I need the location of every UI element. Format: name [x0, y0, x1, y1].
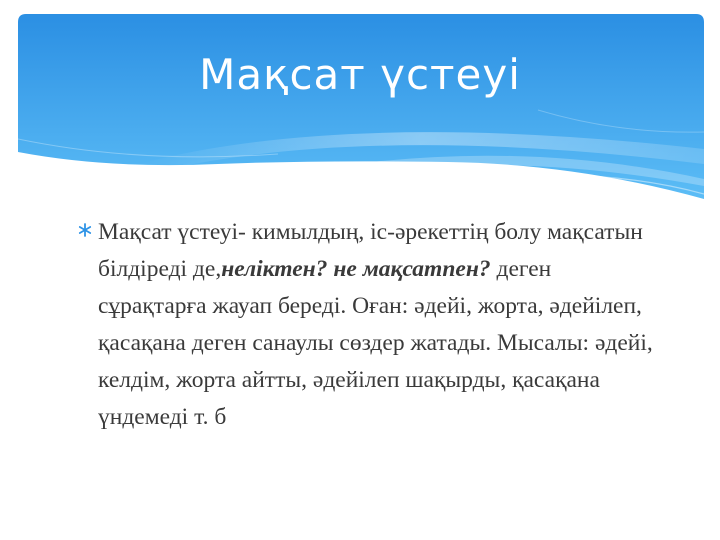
asterisk-icon [78, 223, 92, 237]
content-area [78, 214, 658, 436]
bullet-emphasis-question: неліктен? не мақсатпен? [221, 256, 491, 282]
bullet-text-intro: Мақсат үстеуі- кимылдың, іс-әрекеттің болу мақсатын білдіреді де, [98, 219, 643, 282]
bullet-text-body: деген сұрақтарға жауап береді. Оған: әдейі, жорта, әдейілеп, қасақана деген санаулы сөздер жатады. Мысалы: әдейі, келдім, жорта айтты, әдейілеп шақырды, қасақана үндемеді т. б [98, 256, 653, 430]
banner-graphic [18, 14, 704, 204]
slide-title: Мақсат үстеуі [199, 50, 521, 99]
header-banner [18, 14, 704, 204]
bullet-item [78, 214, 658, 436]
